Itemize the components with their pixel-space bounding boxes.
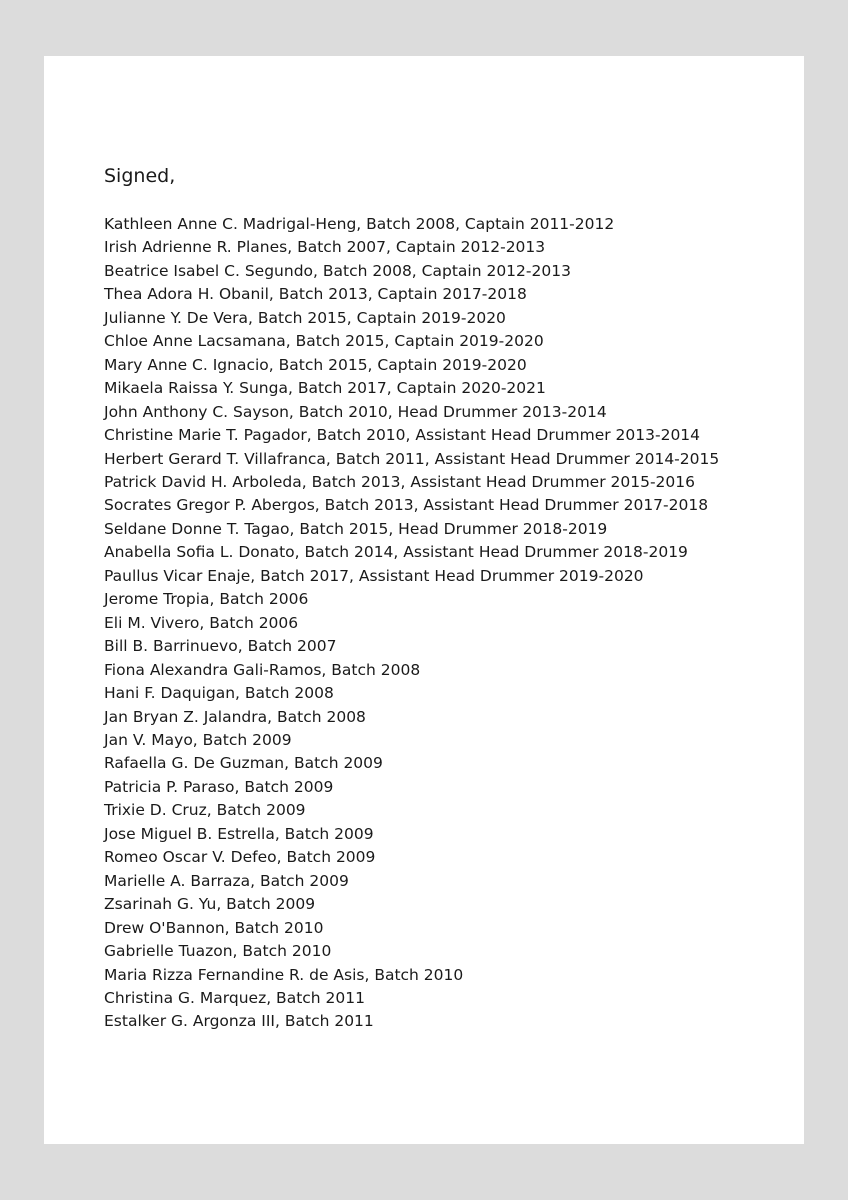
signatory-line: Marielle A. Barraza, Batch 2009 [104,871,349,890]
document-page [44,56,804,1144]
signatory-line: Romeo Oscar V. Defeo, Batch 2009 [104,848,376,867]
signatory-list [104,213,719,1034]
signatory-line: Socrates Gregor P. Abergos, Batch 2013, Assistant Head Drummer 2017-2018 [104,496,709,515]
signatory-line: John Anthony C. Sayson, Batch 2010, Head Drummer 2013-2014 [104,402,607,421]
signatory-line: Trixie D. Cruz, Batch 2009 [104,801,306,820]
signatory-line: Maria Rizza Fernandine R. de Asis, Batch 2010 [104,965,464,984]
signatory-line: Rafaella G. De Guzman, Batch 2009 [104,754,383,773]
salutation: Signed, [104,165,176,187]
signatory-line: Estalker G. Argonza III, Batch 2011 [104,1012,374,1031]
signatory-line: Gabrielle Tuazon, Batch 2010 [104,942,332,961]
signatory-line: Beatrice Isabel C. Segundo, Batch 2008, Captain 2012-2013 [104,261,571,280]
signatory-line: Chloe Anne Lacsamana, Batch 2015, Captain 2019-2020 [104,332,544,351]
signatory-line: Mary Anne C. Ignacio, Batch 2015, Captain 2019-2020 [104,355,527,374]
signatory-line: Thea Adora H. Obanil, Batch 2013, Captain 2017-2018 [104,285,527,304]
signatory-line: Bill B. Barrinuevo, Batch 2007 [104,637,337,656]
signatory-line: Seldane Donne T. Tagao, Batch 2015, Head Drummer 2018-2019 [104,519,608,538]
signatory-line: Patrick David H. Arboleda, Batch 2013, Assistant Head Drummer 2015-2016 [104,472,696,491]
signatory-line: Julianne Y. De Vera, Batch 2015, Captain 2019-2020 [104,308,506,327]
signatory-line: Eli M. Vivero, Batch 2006 [104,613,299,632]
signatory-line: Zsarinah G. Yu, Batch 2009 [104,895,316,914]
signatory-line: Herbert Gerard T. Villafranca, Batch 2011, Assistant Head Drummer 2014-2015 [104,449,720,468]
signatory-line: Jan V. Mayo, Batch 2009 [104,730,292,749]
signatory-line: Paullus Vicar Enaje, Batch 2017, Assistant Head Drummer 2019-2020 [104,566,644,585]
signatory-line: Christine Marie T. Pagador, Batch 2010, Assistant Head Drummer 2013-2014 [104,426,701,445]
signatory-line: Jose Miguel B. Estrella, Batch 2009 [104,824,374,843]
signatory-line: Hani F. Daquigan, Batch 2008 [104,684,334,703]
signatory-line: Jerome Tropia, Batch 2006 [104,590,309,609]
signatory-line: Anabella Sofia L. Donato, Batch 2014, Assistant Head Drummer 2018-2019 [104,543,688,562]
signatory-line: Fiona Alexandra Gali-Ramos, Batch 2008 [104,660,421,679]
signatory-line: Irish Adrienne R. Planes, Batch 2007, Captain 2012-2013 [104,238,546,257]
signatory-line: Patricia P. Paraso, Batch 2009 [104,777,334,796]
signatory-line: Mikaela Raissa Y. Sunga, Batch 2017, Captain 2020-2021 [104,379,546,398]
signatory-line: Christina G. Marquez, Batch 2011 [104,988,365,1007]
signatory-line: Jan Bryan Z. Jalandra, Batch 2008 [104,707,366,726]
signatory-line: Kathleen Anne C. Madrigal-Heng, Batch 2008, Captain 2011-2012 [104,215,615,233]
signatory-line: Drew O'Bannon, Batch 2010 [104,918,324,937]
